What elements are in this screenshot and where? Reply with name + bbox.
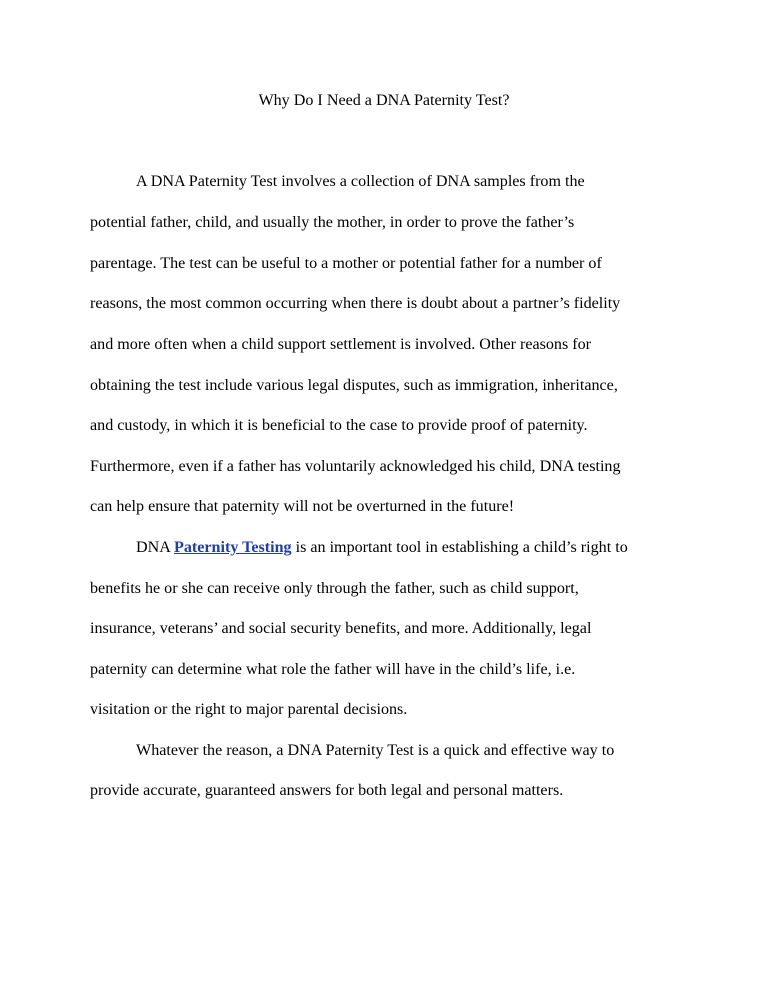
text-line: parentage. The test can be useful to a mother or potential father for a number of [90, 255, 602, 272]
text-line: and custody, in which it is beneficial to the case to provide proof of paternity. [90, 417, 588, 434]
paternity-testing-link[interactable]: Paternity Testing [174, 539, 292, 556]
text-segment: is an important tool in establishing a child’s right to [291, 539, 628, 556]
text-line: paternity can determine what role the father will have in the child’s life, i.e. [90, 661, 576, 678]
text-line: obtaining the test include various legal disputes, such as immigration, inheritance, [90, 377, 618, 394]
text-line: Whatever the reason, a DNA Paternity Test is a quick and effective way to [136, 742, 615, 759]
text-line: can help ensure that paternity will not be overturned in the future! [90, 498, 515, 515]
text-line: potential father, child, and usually the mother, in order to prove the father’s [90, 214, 575, 231]
page-title: Why Do I Need a DNA Paternity Test? [258, 92, 510, 109]
text-line: provide accurate, guaranteed answers for both legal and personal matters. [90, 782, 564, 799]
text-line: benefits he or she can receive only through the father, such as child support, [90, 580, 579, 597]
text-line: and more often when a child support settlement is involved. Other reasons for [90, 336, 592, 353]
text-line: insurance, veterans’ and social security benefits, and more. Additionally, legal [90, 620, 592, 637]
text-line: visitation or the right to major parental decisions. [90, 701, 408, 718]
text-line: A DNA Paternity Test involves a collection of DNA samples from the [136, 173, 585, 190]
text-line: Furthermore, even if a father has voluntarily acknowledged his child, DNA testing [90, 458, 621, 475]
text-line: reasons, the most common occurring when there is doubt about a partner’s fidelity [90, 295, 621, 312]
text-segment: DNA [136, 539, 175, 556]
text-line [136, 538, 768, 558]
